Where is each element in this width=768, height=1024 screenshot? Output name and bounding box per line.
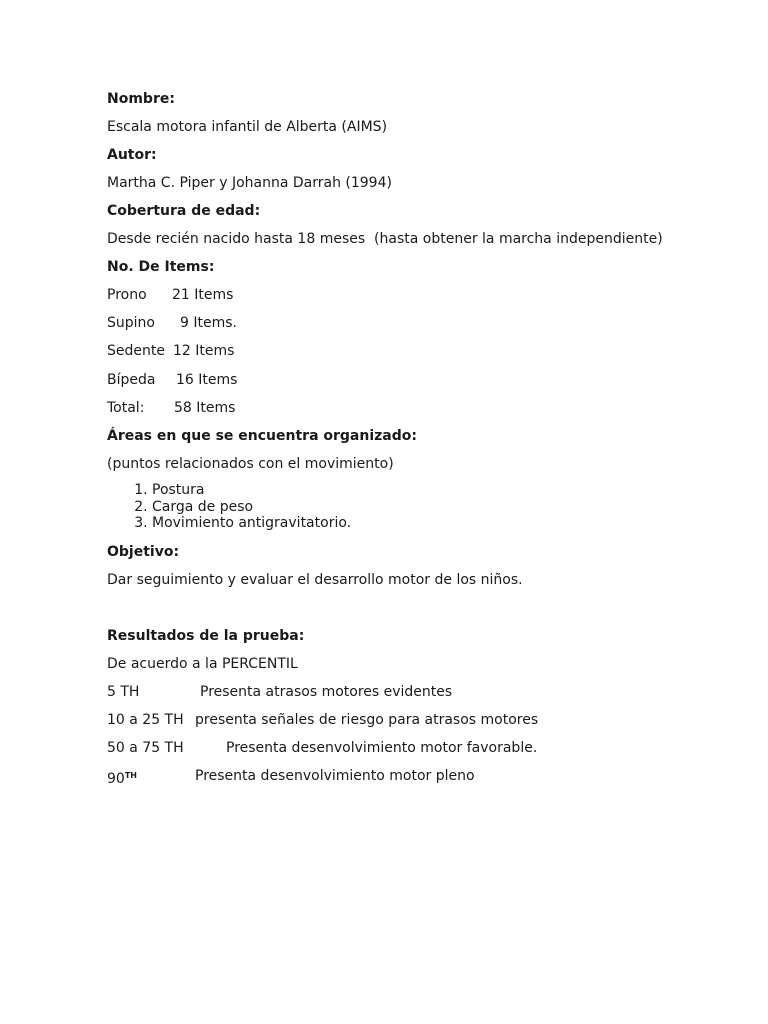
- items-heading: No. De Items:: [107, 259, 215, 275]
- percentile-description: Presenta desenvolvimiento motor pleno: [195, 768, 475, 784]
- list-item: 1. Postura: [152, 482, 351, 499]
- list-item: 3. Movimiento antigravitatorio.: [152, 515, 351, 532]
- resultados-heading: Resultados de la prueba:: [107, 628, 305, 644]
- autor-value: Martha C. Piper y Johanna Darrah (1994): [107, 175, 392, 191]
- items-row-label: Sedente: [107, 343, 165, 359]
- percentile-label: 10 a 25 TH: [107, 712, 184, 728]
- nombre-heading: Nombre:: [107, 91, 175, 107]
- areas-heading: Áreas en que se encuentra organizado:: [107, 428, 417, 444]
- list-item: 2. Carga de peso: [152, 499, 351, 516]
- objetivo-value: Dar seguimiento y evaluar el desarrollo motor de los niños.: [107, 572, 523, 588]
- items-row-label: Supino: [107, 315, 155, 331]
- items-row-count: 9 Items.: [180, 315, 237, 331]
- cobertura-heading: Cobertura de edad:: [107, 203, 261, 219]
- percentile-description: presenta señales de riesgo para atrasos motores: [195, 712, 539, 728]
- autor-heading: Autor:: [107, 147, 157, 163]
- items-row-count: 12 Items: [173, 343, 235, 359]
- areas-note: (puntos relacionados con el movimiento): [107, 456, 394, 472]
- percentile-label: [107, 767, 137, 788]
- resultados-intro: De acuerdo a la PERCENTIL: [107, 656, 298, 672]
- percentile-label: 5 TH: [107, 684, 140, 700]
- objetivo-heading: Objetivo:: [107, 544, 180, 560]
- cobertura-value: Desde recién nacido hasta 18 meses (hasta obtener la marcha independiente): [107, 231, 663, 247]
- items-row-label: Prono: [107, 287, 147, 303]
- percentile-description: Presenta atrasos motores evidentes: [200, 684, 453, 700]
- percentile-number: 90: [107, 771, 125, 787]
- areas-list: [107, 482, 351, 532]
- nombre-value: Escala motora infantil de Alberta (AIMS): [107, 119, 388, 135]
- items-row-label: Total:: [107, 400, 145, 416]
- items-row-count: 58 Items: [174, 400, 236, 416]
- percentile-superscript: TH: [124, 771, 137, 780]
- items-row-count: 21 Items: [172, 287, 234, 303]
- items-row-count: 16 Items: [176, 372, 238, 388]
- percentile-label: 50 a 75 TH: [107, 740, 184, 756]
- items-row-label: Bípeda: [107, 372, 156, 388]
- percentile-description: Presenta desenvolvimiento motor favorable.: [226, 740, 538, 756]
